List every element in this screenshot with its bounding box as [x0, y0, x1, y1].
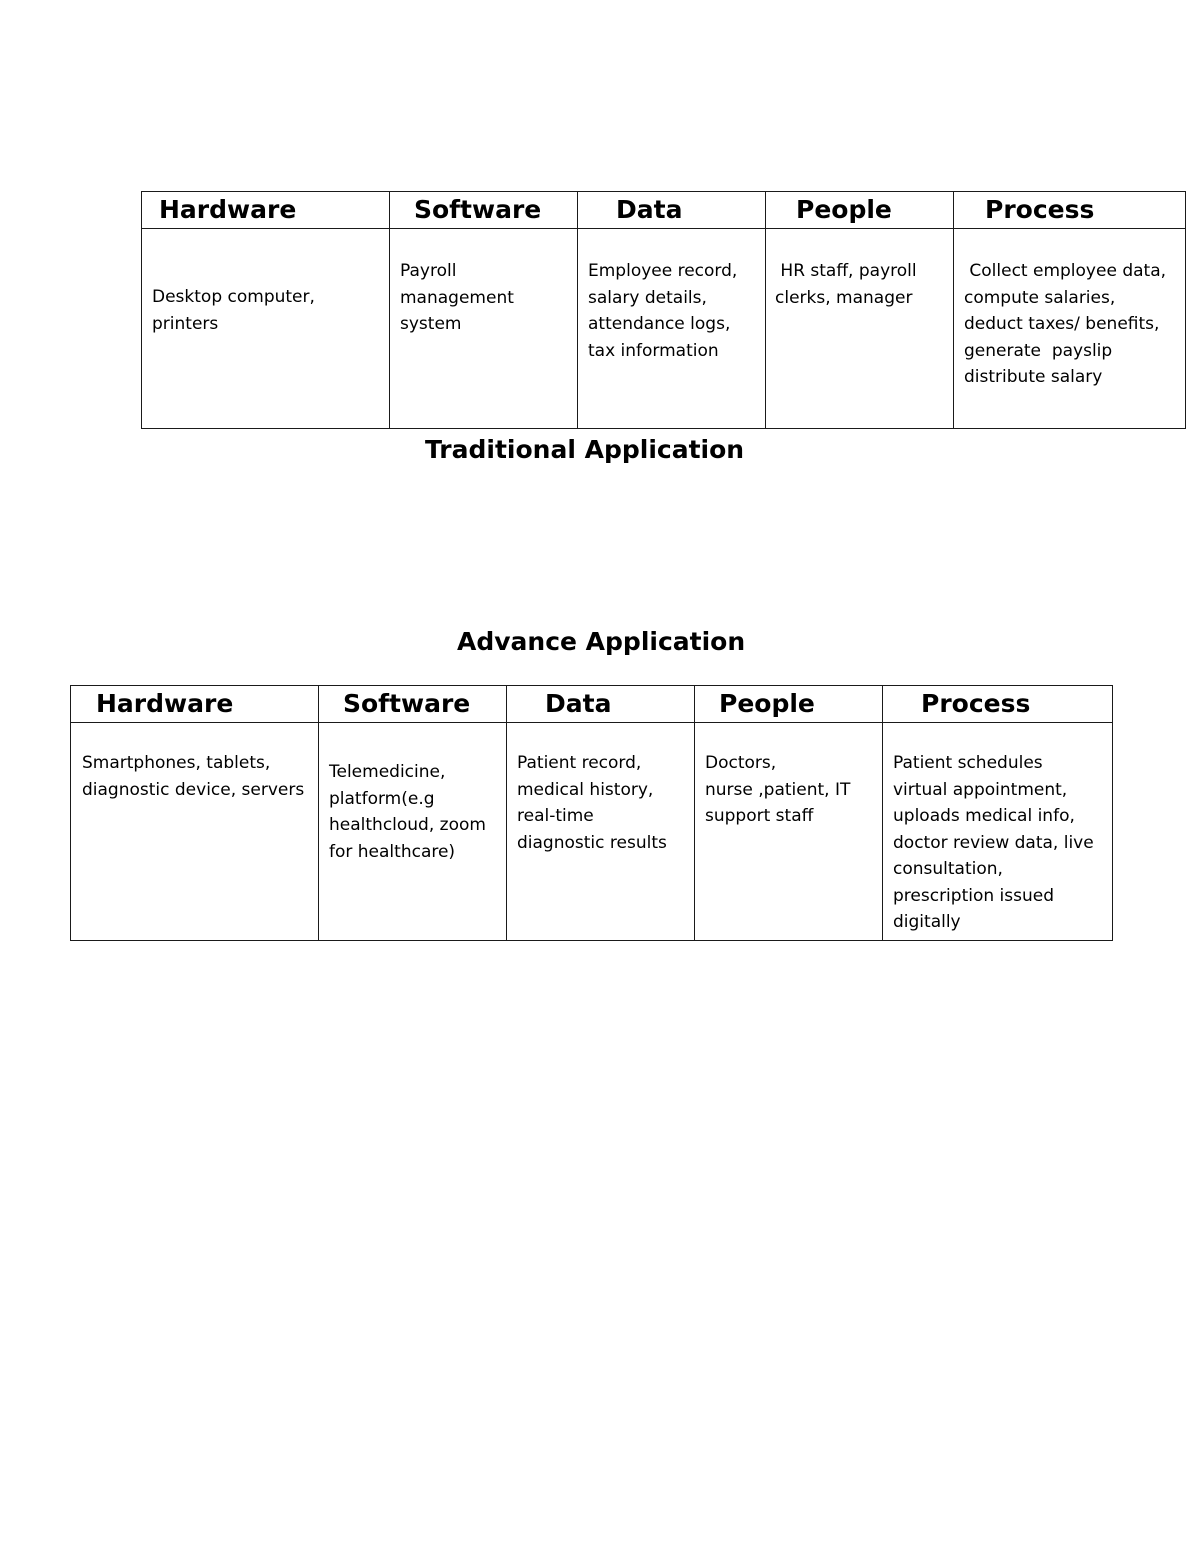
header-people: People — [766, 192, 954, 229]
header-hardware: Hardware — [71, 686, 319, 723]
cell-hardware-text: Desktop computer, printers — [152, 287, 315, 334]
cell-software — [319, 723, 507, 941]
header-software: Software — [319, 686, 507, 723]
cell-people — [695, 723, 883, 941]
table-header-row — [71, 686, 1113, 723]
cell-data — [578, 229, 766, 429]
cell-software-text: Payroll management system — [400, 261, 514, 334]
cell-process-text: Collect employee data, compute salaries, deduct taxes/ benefits, generate payslip distribute salary — [964, 261, 1167, 387]
cell-hardware — [71, 723, 319, 941]
traditional-application-caption: Traditional Application — [425, 435, 745, 464]
cell-hardware — [142, 229, 390, 429]
table-row — [71, 723, 1113, 941]
table-row — [142, 229, 1186, 429]
cell-software — [390, 229, 578, 429]
cell-people-text: Doctors, nurse ,patient, IT support staff — [705, 753, 851, 826]
header-data: Data — [578, 192, 766, 229]
cell-data-text: Employee record, salary details, attendance logs, tax information — [588, 261, 738, 361]
cell-people-text: HR staff, payroll clerks, manager — [775, 261, 917, 308]
traditional-application-table — [141, 191, 1186, 429]
cell-process — [954, 229, 1186, 429]
table-header-row — [142, 192, 1186, 229]
header-software: Software — [390, 192, 578, 229]
header-people: People — [695, 686, 883, 723]
header-hardware: Hardware — [142, 192, 390, 229]
cell-people — [766, 229, 954, 429]
cell-process — [883, 723, 1113, 941]
cell-software-text: Telemedicine, platform(e.g healthcloud, zoom for healthcare) — [329, 762, 486, 862]
cell-data — [507, 723, 695, 941]
header-process: Process — [954, 192, 1186, 229]
header-data: Data — [507, 686, 695, 723]
cell-hardware-text: Smartphones, tablets, diagnostic device, servers — [82, 753, 305, 800]
advance-application-caption: Advance Application — [457, 627, 746, 656]
cell-process-text: Patient schedules virtual appointment, uploads medical info, doctor review data, live consultation, prescription issued digitally — [893, 753, 1094, 932]
advance-application-table — [70, 685, 1113, 941]
header-process: Process — [883, 686, 1113, 723]
cell-data-text: Patient record, medical history, real-time diagnostic results — [517, 753, 667, 853]
